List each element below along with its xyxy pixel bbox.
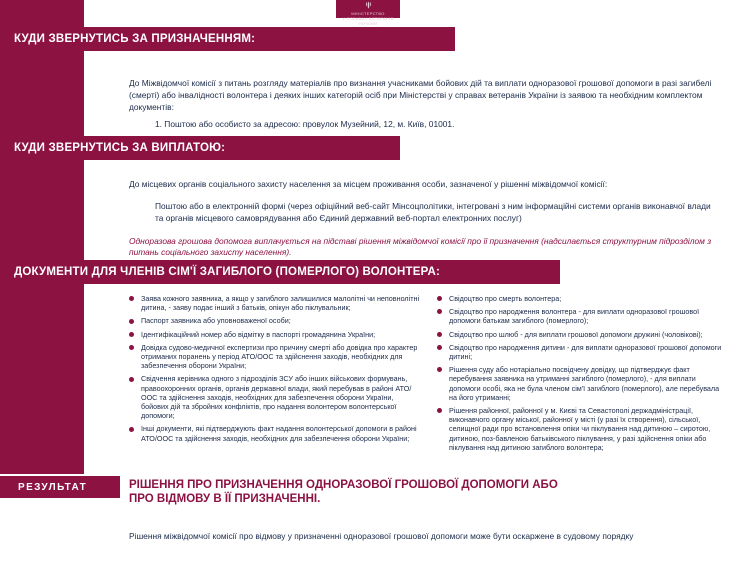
list-item: Заява кожного заявника, а якщо у загиблого залишилися малолітні чи неповнолітні дитина, - заяву подає інший з батьків, опікун або піклувальник; [129,294,421,312]
list-item: Довідка судово-медичної експертизи про причину смерті або довідка про характер отриманих поранень у період АТО/ООС та здійснення заходів, необхідних для забезпечення оборони України; [129,343,421,371]
where-to-pay-intro: До місцевих органів соціального захисту населення за місцем проживання особи, зазначеної у рішенні міжвідомчої комісії: [129,179,608,189]
emblem-label-line1: МІНІСТЕРСТВО [351,11,385,16]
list-item: Інші документи, які підтверджують факт надання волонтерської допомоги в районі АТО/ООС та здійснення заходів, необхідних для забезпечення оборони України; [129,424,421,442]
documents-left-column [129,294,421,447]
list-item: Рішення районної, районної у м. Києві та Севастополі держадміністрації, виконавчого органу міської, районної у місті (у разі їх створення), сільської, селищної ради про встановлення опіки чи піклування над дитиною – сиротою, дитиною, поз-бавленою батьківського піклування, у разі здійснення опіки або піклування над дитиною загиблого волонтера; [437,406,729,452]
emblem-label-line2: У СПРАВАХ ВЕТЕРАНІВ [342,16,394,21]
where-to-pay-electronic: Поштою або в електронній формі (через офіційний веб-сайт Мінсоцполітики, інтегровані з ним інформаційні системи органів виконавчої влади та органів місцевого самоврядування або Єдиний державний веб-портал електронних послуг) [155,201,711,223]
section-heading-where-to-pay-text: КУДИ ЗВЕРНУТИСЬ ЗА ВИПЛАТОЮ: [14,141,226,154]
documents-right-column [437,294,729,456]
section-heading-where-to-pay [0,136,400,160]
result-heading-line2: ПРО ВІДМОВУ В ЇЇ ПРИЗНАЧЕННІ. [129,493,321,505]
list-item: Свідоцтво про народження волонтера - для виплати одноразової грошової допомоги батькам загиблого (померлого); [437,307,729,325]
result-body: Рішення міжвідомчої комісії про відмову у призначенні одноразової грошової допомоги може бути оскаржене в судовому порядку [129,531,634,541]
list-item: Ідентифікаційний номер або відмітку в паспорті громадянина України; [129,330,421,339]
section-heading-where-to-apply [0,27,455,51]
result-heading [129,478,719,506]
section-heading-documents [0,260,560,284]
ministry-emblem [336,0,400,26]
result-badge [0,476,120,498]
where-to-pay-note: Одноразова грошова допомога виплачується на підставі рішення міжвідомчої комісії про її призначення (надсилається структурним підрозділом з питань соціального захисту населення). [129,236,712,257]
emblem-label-line3: УКРАЇНИ [358,21,378,26]
list-item: Паспорт заявника або уповноваженої особи; [129,316,421,325]
list-item: Свідоцтво про народження дитини - для виплати одноразової грошової допомоги дитині; [437,343,729,361]
list-item: Рішення суду або нотаріально посвідчену довідку, що підтверджує факт перебування заявника на утриманні загиблого (померлого), - для виплати допомоги особі, яка не була членом сім'ї загиблого (померлого), але перебувала на його утриманні; [437,365,729,402]
list-item: Свідоцтво про смерть волонтера; [437,294,729,303]
section-heading-where-to-apply-text: КУДИ ЗВЕРНУТИСЬ ЗА ПРИЗНАЧЕННЯМ: [14,32,256,45]
where-to-apply-intro: До Міжвідомчої комісії з питань розгляду матеріалів про визнання учасниками бойових дій та виплати одноразової грошової допомоги в разі загибелі (смерті) або інвалідності волонтера і деяких інших категорій осіб при Міністерстві у справах ветеранів України із заявою та необхідним комплектом документів: [129,78,712,112]
result-heading-line1: РІШЕННЯ ПРО ПРИЗНАЧЕННЯ ОДНОРАЗОВОЇ ГРОШОВОЇ ДОПОМОГИ АБО [129,479,558,491]
section-heading-documents-text: ДОКУМЕНТИ ДЛЯ ЧЛЕНІВ СІМ'Ї ЗАГИБЛОГО (ПОМЕРЛОГО) ВОЛОНТЕРА: [14,265,441,278]
list-item: Свідчення керівника одного з підрозділів ЗСУ або інших військових формувань, правоохоронних органів, органів державної влади, який перебував в районі АТО/ООС та здійснення заходів, необхідних для забезпечення оборони України, бойових дій та збройних конфліктів, про надання волонтером волонтерської допомоги; [129,374,421,420]
list-item: Свідоцтво про шлюб - для виплати грошової допомоги дружині (чоловікові); [437,330,729,339]
result-badge-text: РЕЗУЛЬТАТ [18,481,88,493]
trident-icon [364,1,373,10]
where-to-apply-item-1: 1. Поштою або особисто за адресою: провулок Музейний, 12, м. Київ, 01001. [155,119,455,129]
